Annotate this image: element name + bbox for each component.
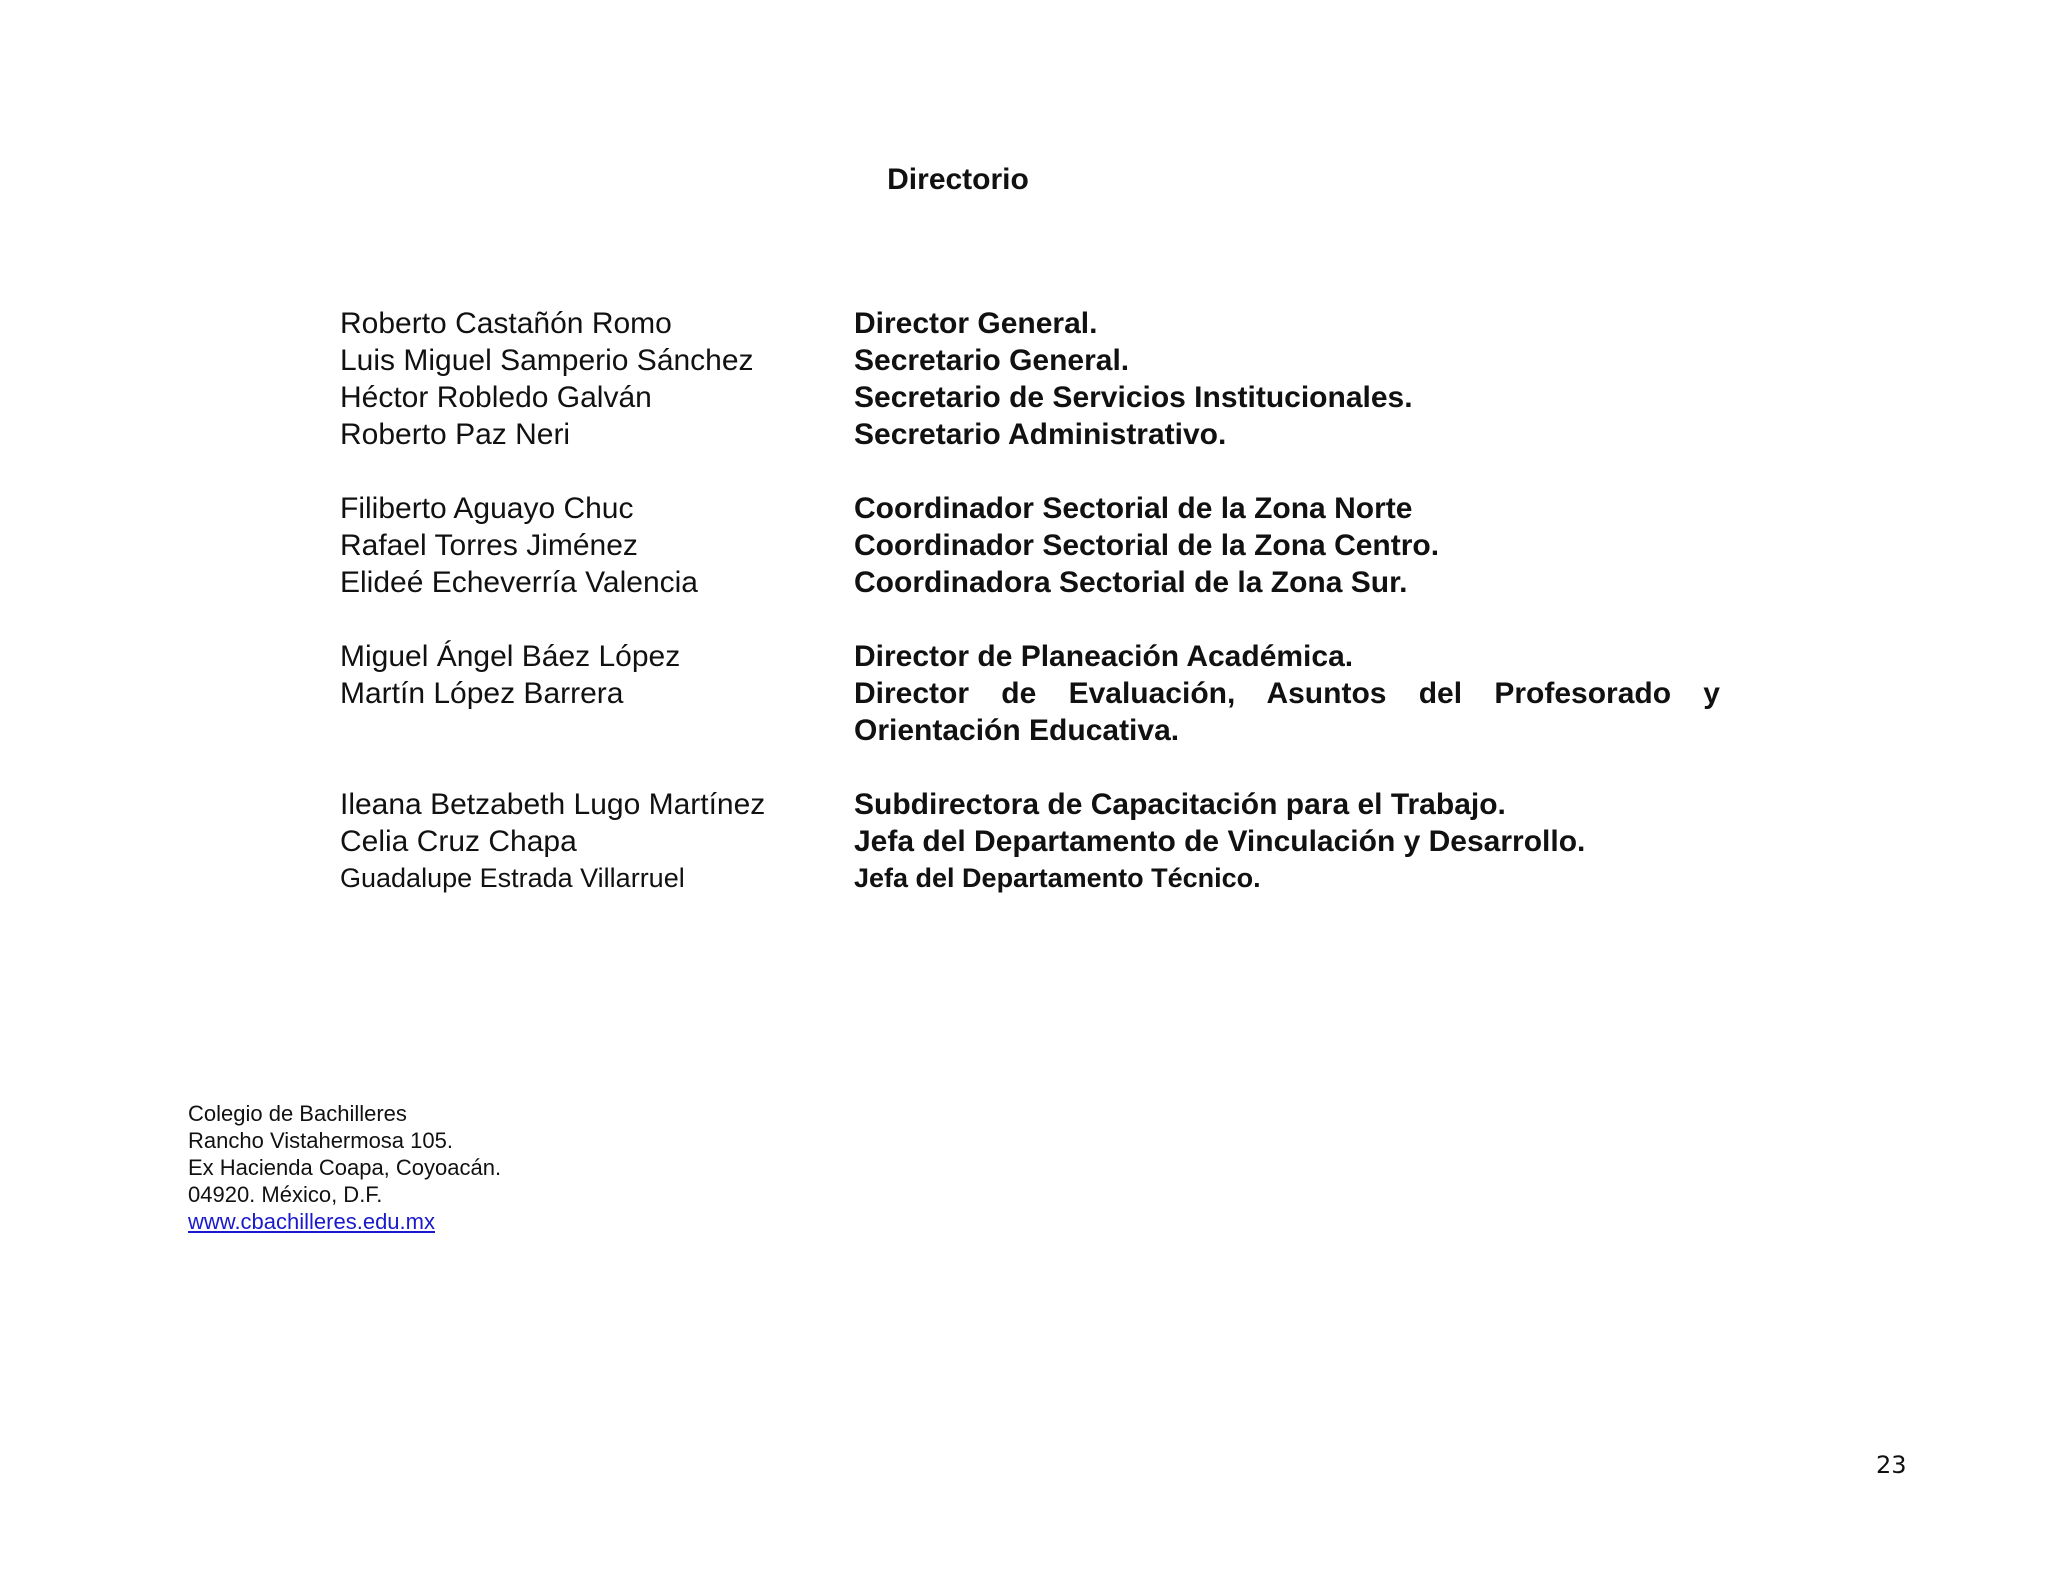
directory-row (340, 490, 1720, 527)
institution-address (188, 1100, 501, 1235)
person-role: Jefa del Departamento de Vinculación y Desarrollo. (854, 825, 1586, 858)
person-name: Luis Miguel Samperio Sánchez (340, 344, 754, 377)
person-name: Elideé Echeverría Valencia (340, 566, 698, 599)
address-postal-city: 04920. México, D.F. (188, 1182, 383, 1207)
person-name: Miguel Ángel Báez López (340, 640, 681, 673)
person-name: Guadalupe Estrada Villarruel (340, 863, 685, 893)
directory-group-departments (340, 786, 1720, 897)
website-link[interactable]: www.cbachilleres.edu.mx (188, 1209, 435, 1234)
directory-group-coordinators (340, 490, 1720, 601)
person-role: Director General. (854, 307, 1098, 340)
address-institution-name: Colegio de Bachilleres (188, 1101, 407, 1126)
directory-group-directors (340, 638, 1720, 749)
directory-row (340, 786, 1720, 823)
person-name: Héctor Robledo Galván (340, 381, 652, 414)
person-role: Coordinador Sectorial de la Zona Norte (854, 492, 1413, 525)
directory-row (340, 675, 1720, 749)
directory-group-executive (340, 305, 1720, 453)
page-number: 23 (1876, 1451, 1907, 1479)
person-name: Martín López Barrera (340, 677, 624, 710)
person-role: Subdirectora de Capacitación para el Trabajo. (854, 788, 1506, 821)
person-name: Rafael Torres Jiménez (340, 529, 638, 562)
directory-row (340, 379, 1720, 416)
person-role: Secretario General. (854, 344, 1130, 377)
person-role: Director de Planeación Académica. (854, 640, 1354, 673)
person-role: Coordinadora Sectorial de la Zona Sur. (854, 566, 1408, 599)
directory-row (340, 638, 1720, 675)
directory-row (340, 564, 1720, 601)
person-role: Secretario de Servicios Institucionales. (854, 381, 1413, 414)
person-name: Roberto Paz Neri (340, 418, 571, 451)
directory-list (340, 305, 1720, 934)
directory-row (340, 305, 1720, 342)
person-role: Secretario Administrativo. (854, 418, 1227, 451)
person-role: Coordinador Sectorial de la Zona Centro. (854, 529, 1440, 562)
directory-row (340, 823, 1720, 860)
directory-row (340, 416, 1720, 453)
directory-row (340, 527, 1720, 564)
person-name: Filiberto Aguayo Chuc (340, 492, 634, 525)
person-role: Director de Evaluación, Asuntos del Profesorado y Orientación Educativa. (854, 677, 1720, 747)
address-neighborhood: Ex Hacienda Coapa, Coyoacán. (188, 1155, 502, 1180)
person-name: Ileana Betzabeth Lugo Martínez (340, 788, 766, 821)
person-role: Jefa del Departamento Técnico. (854, 863, 1261, 893)
page-title: Directorio (887, 163, 1029, 196)
directory-row (340, 342, 1720, 379)
person-name: Roberto Castañón Romo (340, 307, 672, 340)
directory-row (340, 860, 1720, 897)
person-name: Celia Cruz Chapa (340, 825, 577, 858)
address-street: Rancho Vistahermosa 105. (188, 1128, 453, 1153)
